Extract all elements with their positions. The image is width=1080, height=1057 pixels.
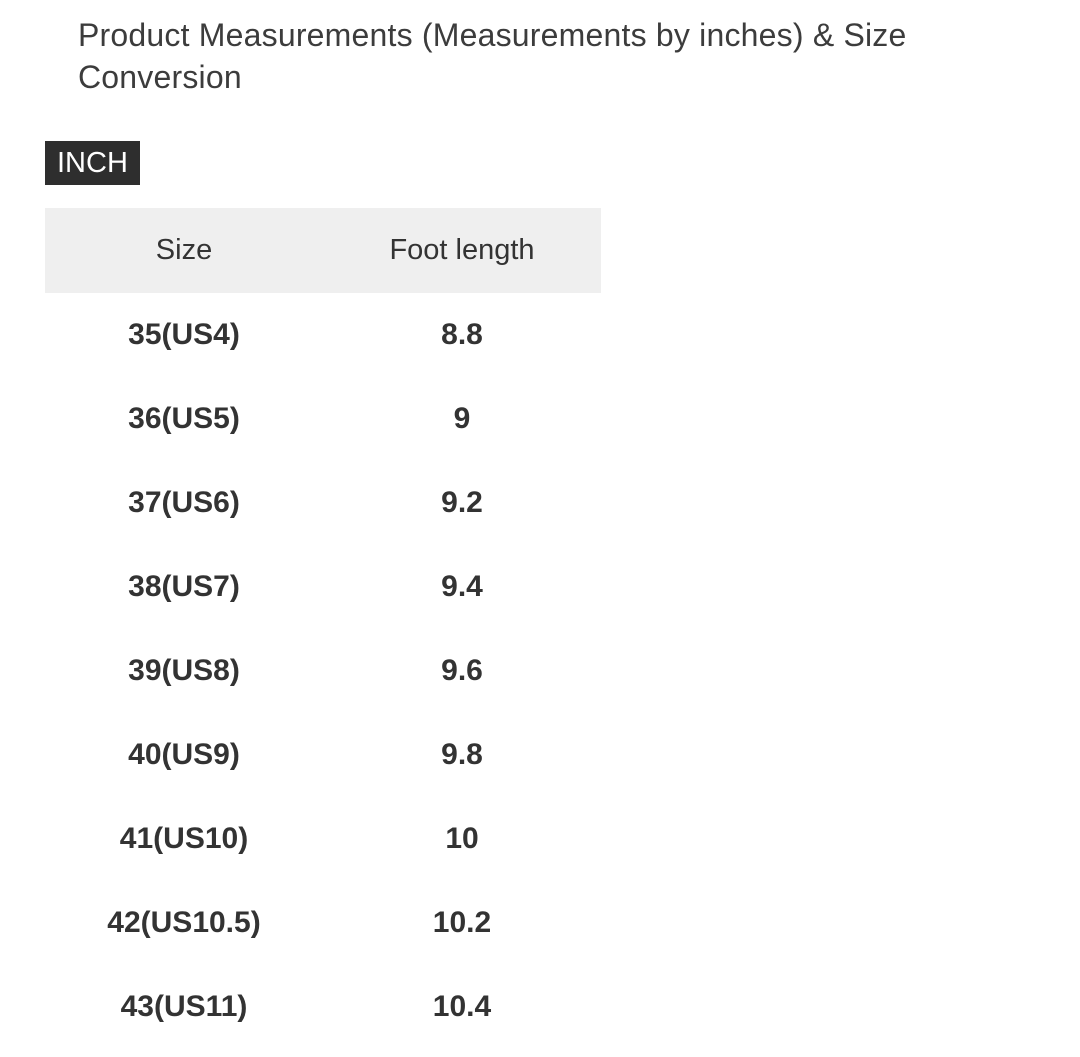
size-cell: 36(US5) — [45, 377, 323, 461]
size-cell: 37(US6) — [45, 461, 323, 545]
column-header-size: Size — [45, 208, 323, 293]
table-row — [45, 545, 601, 629]
foot-length-cell: 9 — [323, 377, 601, 461]
section-title: Product Measurements (Measurements by inches) & Size Conversion — [78, 17, 907, 95]
table-row — [45, 881, 601, 965]
table-header-row — [45, 208, 601, 293]
table-row — [45, 713, 601, 797]
table-row — [45, 377, 601, 461]
size-cell: 41(US10) — [45, 797, 323, 881]
unit-badge-row — [45, 141, 1080, 185]
size-cell: 40(US9) — [45, 713, 323, 797]
size-cell: 43(US11) — [45, 965, 323, 1049]
table-row — [45, 965, 601, 1049]
table-row — [45, 461, 601, 545]
foot-length-cell: 10.4 — [323, 965, 601, 1049]
table-row — [45, 629, 601, 713]
size-table-body — [45, 293, 601, 1049]
table-row — [45, 293, 601, 377]
size-cell: 38(US7) — [45, 545, 323, 629]
size-cell: 35(US4) — [45, 293, 323, 377]
size-cell: 42(US10.5) — [45, 881, 323, 965]
column-header-foot-length: Foot length — [323, 208, 601, 293]
size-conversion-table — [45, 208, 601, 1049]
foot-length-cell: 9.4 — [323, 545, 601, 629]
foot-length-cell: 9.8 — [323, 713, 601, 797]
foot-length-cell: 10.2 — [323, 881, 601, 965]
foot-length-cell: 8.8 — [323, 293, 601, 377]
foot-length-cell: 10 — [323, 797, 601, 881]
unit-badge: INCH — [45, 141, 140, 185]
foot-length-cell: 9.2 — [323, 461, 601, 545]
table-row — [45, 797, 601, 881]
foot-length-cell: 9.6 — [323, 629, 601, 713]
size-cell: 39(US8) — [45, 629, 323, 713]
